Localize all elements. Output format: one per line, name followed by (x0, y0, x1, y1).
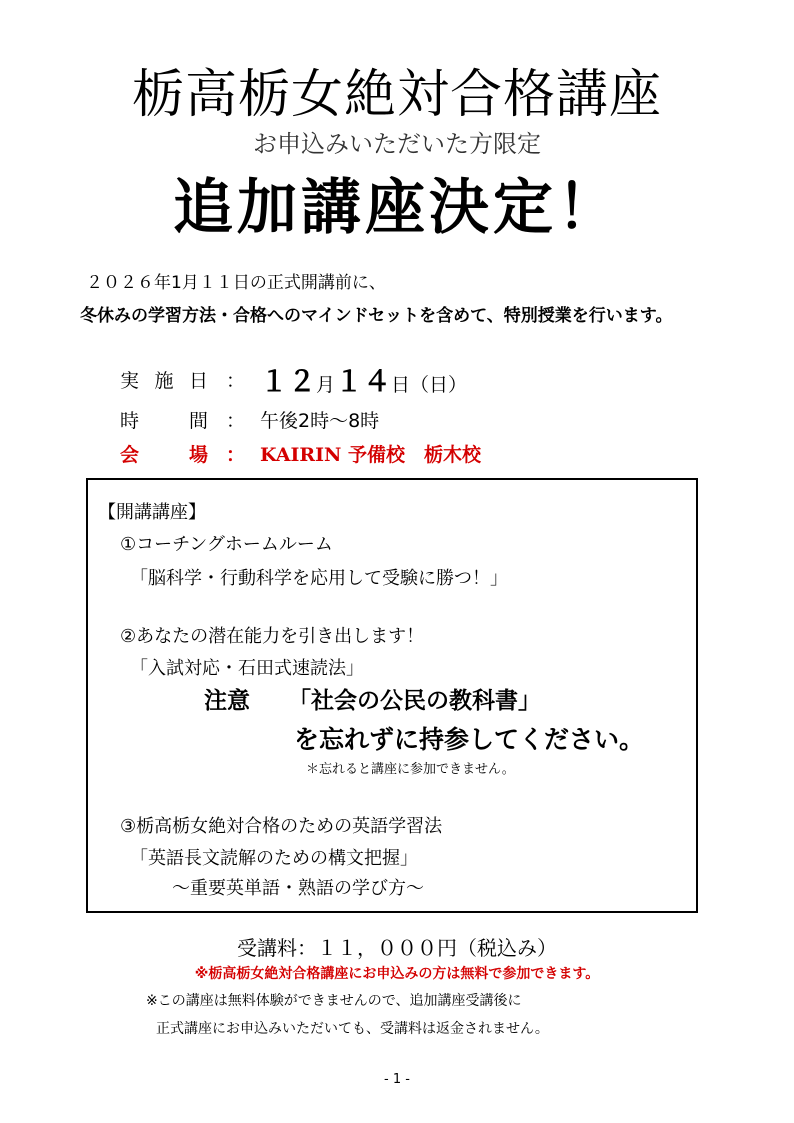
notice-textbook: 「社会の公民の教科書」 (288, 688, 541, 714)
date-colon: ： (226, 370, 246, 392)
course-3-subtitle: ～重要英単語・熟語の学び方～ (172, 878, 424, 899)
course-1-title: ①コーチングホームルーム (120, 534, 333, 555)
time-colon: ： (226, 410, 246, 432)
main-title: 栃高栃女絶対合格講座 (131, 65, 662, 125)
time-label: 時間 (120, 410, 208, 432)
refund-note-line-1: ※この講座は無料体験ができませんので、追加講座受講後に (146, 993, 522, 1009)
course-box (86, 478, 698, 913)
course-3-description: 「英語長文読解のための構文把握」 (130, 848, 418, 869)
subtitle: お申込みいただいた方限定 (253, 130, 541, 158)
date-day-number: １４ (335, 365, 392, 398)
refund-note-line-2: 正式講座にお申込みいただいても、受講料は返金されません。 (156, 1021, 549, 1037)
courses-heading: 【開講講座】 (98, 502, 206, 523)
venue-colon: ： (226, 444, 246, 466)
intro-line-1: ２０２６年1月１１日の正式開講前に、 (86, 273, 386, 293)
intro-line-2: 冬休みの学習方法・合格へのマインドセットを含めて、特別授業を行います。 (80, 306, 673, 326)
notice-bring-reminder: を忘れずに持参してください。 (294, 725, 645, 754)
page-number: - 1 - (384, 1072, 410, 1087)
notice-label: 注意 (204, 688, 250, 714)
date-value (260, 360, 467, 400)
date-month-number: １２ (260, 365, 317, 398)
headline: 追加講座決定！ (173, 173, 621, 243)
free-participation-note: ※栃高栃女絶対合格講座にお申込みの方は無料で参加できます。 (194, 966, 600, 982)
course-3-title: ③栃高栃女絶対合格のための英語学習法 (120, 816, 443, 837)
course-2-description: 「入試対応・石田式速読法」 (130, 658, 364, 679)
date-month-unit: 月 (316, 374, 336, 396)
course-2-title: ②あなたの潜在能力を引き出します！ (120, 626, 425, 647)
fee-line: 受講料：１１，０００円（税込み） (237, 936, 557, 960)
venue-label: 会場 (120, 444, 208, 466)
date-label: 実施日 (120, 370, 208, 392)
time-value: 午後2時～8時 (260, 410, 380, 432)
date-day-unit: 日（日） (391, 374, 468, 396)
notice-footnote: ＊忘れると講座に参加できません。 (306, 762, 515, 777)
venue-value: KAIRIN 予備校 栃木校 (260, 444, 482, 466)
course-1-description: 「脳科学・行動科学を応用して受験に勝つ！」 (130, 568, 508, 589)
